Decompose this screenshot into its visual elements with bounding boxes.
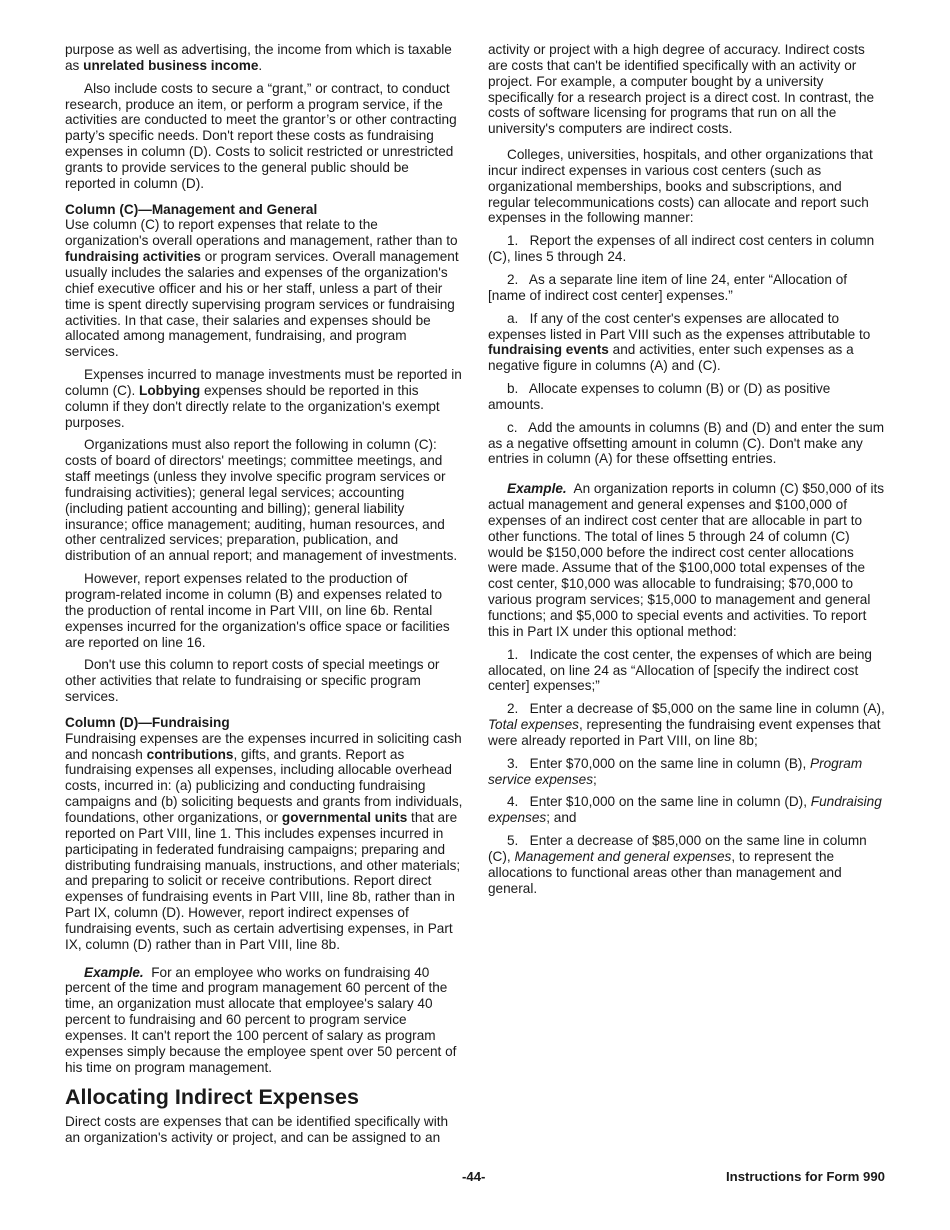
text-run: or program services. Overall management usually includes the salaries and expenses of the organization's chief executive officer and his or her staff, unless a part of their time is spent directly supervising program services or fundraising activities. In that case, their salaries and expenses should be allocated among management, fundraising, and program services. xyxy=(65,249,459,360)
paragraph xyxy=(65,367,463,430)
text-run: that are reported on Part VIII, line 1. This includes expenses incurred in participating in federated fundraising campaigns; preparing and distributing fundraising manuals, instructions, and other materials; and preparing to solicit or receive contributions. Report direct expenses of fundraising events in Part VIII, line 8b, rather than in Part IX, column (D). However, report indirect expenses of fundraising events, such as certain advertising expenses, in Part IX, column (D) rather than in Part VIII, line 8b. xyxy=(65,809,461,952)
step-item xyxy=(488,756,886,788)
page-number: -44- xyxy=(462,1169,486,1184)
right-column xyxy=(488,42,889,904)
bold-term: fundraising events xyxy=(488,342,609,358)
example-paragraph xyxy=(65,965,463,1076)
bold-term: Lobbying xyxy=(139,382,201,398)
text-run: An organization reports in column (C) $50,000 of its actual management and general expenses and $100,000 of expenses of an indirect cost center that are allocable in part to other functions. The total of lines 5 through 24 of column (C) would be $150,000 before the indirect cost center allocations were made. Assume that of the $100,000 total expenses of the cost center, $10,000 was allocable to fundraising; $70,000 to various program services; $15,000 to management and general functions; and $5,000 to special events and activities. To report this in Part IX under this optional method: xyxy=(488,481,888,639)
example-label: Example. xyxy=(84,964,144,980)
text-run: For an employee who works on fundraising 40 percent of the time and program management 60 percent of the time, an organization must allocate that employee's salary 40 percent to fundraising and 60 percent to program service expenses. It can't report the 100 percent of salary as program expenses simply because the employee spent over 50 percent of his time on program management. xyxy=(65,964,461,1075)
text-run: ; xyxy=(593,771,597,787)
paragraph: Organizations must also report the following in column (C): costs of board of directors' meetings; committee meetings, and staff meetings (unless they involve specific program services or fundraising activities); general legal services; accounting (including patient accounting and billing); general liability insurance; office management; auditing, human resources, and other centralized services; preparation, publication, and distribution of an annual report; and management of investments. xyxy=(65,437,458,564)
step-item: b. Allocate expenses to column (B) or (D) as positive amounts. xyxy=(488,381,835,412)
text-run: ; and xyxy=(546,810,577,826)
bold-term: governmental units xyxy=(281,809,408,825)
italic-term: Total expenses xyxy=(488,717,579,733)
italic-term: Program service expenses xyxy=(488,755,866,787)
step-item: 1. Report the expenses of all indirect cost centers in column (C), lines 5 through 24. xyxy=(488,233,878,265)
paragraph: Colleges, universities, hospitals, and other organizations that incur indirect expenses in various cost centers (such as organizational memberships, books and subscriptions, and regular telecommunications costs) can allocate and report such expenses in the following manner: xyxy=(488,147,873,226)
column-c-heading: Column (C)—Management and General xyxy=(65,201,318,217)
paragraph: Direct costs are expenses that can be identified specifically with an organization's activity or project, and can be assigned to an xyxy=(65,1114,449,1146)
text-run: 4. Enter $10,000 on the same line in column (D), xyxy=(507,794,811,810)
example-paragraph xyxy=(488,481,886,639)
column-d-heading: Column (D)—Fundraising xyxy=(65,714,230,730)
paragraph: However, report expenses related to the production of program-related income in column (B) and expenses related to the production of rental income in Part VIII, on line 6b. Rental expenses incurred for the organization's office space or facilities are reported on line 16. xyxy=(65,571,450,650)
text-run: 3. Enter $70,000 on the same line in column (B), xyxy=(507,755,811,771)
text-run: Use column (C) to report expenses that relate to the organization's overall operations and management, rather than to xyxy=(65,217,458,249)
paragraph xyxy=(65,42,463,74)
text-run: expenses should be reported in this column if they don't directly relate to the organization's exempt purposes. xyxy=(65,382,440,430)
bold-term: fundraising activities xyxy=(65,249,201,265)
text-run: 5. Enter a decrease of $85,000 on the same line in column (C), xyxy=(488,833,871,864)
paragraph xyxy=(65,731,463,953)
paragraph: activity or project with a high degree of accuracy. Indirect costs are costs that can't be identified specifically with an activity or project. For example, a computer bought by a university specifically for a research project is a direct cost. In contrast, the costs of software licensing for programs that run on all the university's computers are indirect costs. xyxy=(488,42,875,137)
step-item xyxy=(488,833,886,896)
text-run: . xyxy=(258,57,263,73)
step-item: c. Add the amounts in columns (B) and (D) and enter the sum as a negative offsetting amount in column (C). Don't make any entries in column (A) for these offsetting entries. xyxy=(488,419,888,467)
bold-term: contributions xyxy=(146,746,234,762)
form-reference: Instructions for Form 990 xyxy=(725,1169,885,1184)
italic-term: Fundraising expenses xyxy=(488,794,886,826)
paragraph xyxy=(65,217,463,360)
paragraph: Don't use this column to report costs of special meetings or other activities that relate to fundraising or specific program services. xyxy=(65,657,440,705)
text-run: Fundraising expenses are the expenses incurred in soliciting cash and noncash xyxy=(65,730,462,762)
example-label: Example. xyxy=(507,481,567,497)
text-run: 2. Enter a decrease of $5,000 on the same line in column (A), xyxy=(507,701,889,717)
italic-term: Management and general expenses xyxy=(514,848,732,864)
step-item xyxy=(488,794,886,826)
text-run: , to represent the allocations to functional areas other than management and general. xyxy=(488,848,846,896)
step-item: 2. As a separate line item of line 24, enter “Allocation of [name of indirect cost center] expenses.” xyxy=(488,271,851,303)
text-run: and activities, enter such expenses as a negative figure in columns (A) and (C). xyxy=(488,342,858,374)
text-run: a. If any of the cost center's expenses are allocated to expenses listed in Part VIII such as the expenses attributable to xyxy=(488,310,875,342)
left-column xyxy=(65,42,463,1153)
text-run: , gifts, and grants. Report as fundraising expenses all expenses, including allocable overhead costs, incurred in: (a) publicizing and conducting fundraising campaigns and (b) soliciting bequests and grants from individuals, foundations, other organizations, or xyxy=(65,746,463,825)
step-item xyxy=(488,311,886,374)
step-item: 1. Indicate the cost center, the expenses of which are being allocated, on line 24 as “Allocation of [specify the indirect cost center] expenses;” xyxy=(488,646,876,694)
text-run: purpose as well as advertising, the income from which is taxable as xyxy=(65,42,452,73)
bold-term: unrelated business income xyxy=(83,57,259,73)
text-run: Expenses incurred to manage investments must be reported in column (C). xyxy=(65,367,462,398)
section-heading: Allocating Indirect Expenses xyxy=(65,1085,359,1110)
paragraph: Also include costs to secure a “grant,” or contract, to conduct research, produce an item, or perform a program service, if the activities are conducted to meet the grantor’s or other contracting party’s specific needs. Don't report these costs as fundraising expenses in column (D). Costs to solicit restricted or unrestricted grants to provide services to the general public should be reported in column (D). xyxy=(65,80,457,191)
text-run: , representing the fundraising event expenses that were already reported in Part VIII, on line 8b; xyxy=(488,717,885,748)
step-item xyxy=(488,701,889,749)
